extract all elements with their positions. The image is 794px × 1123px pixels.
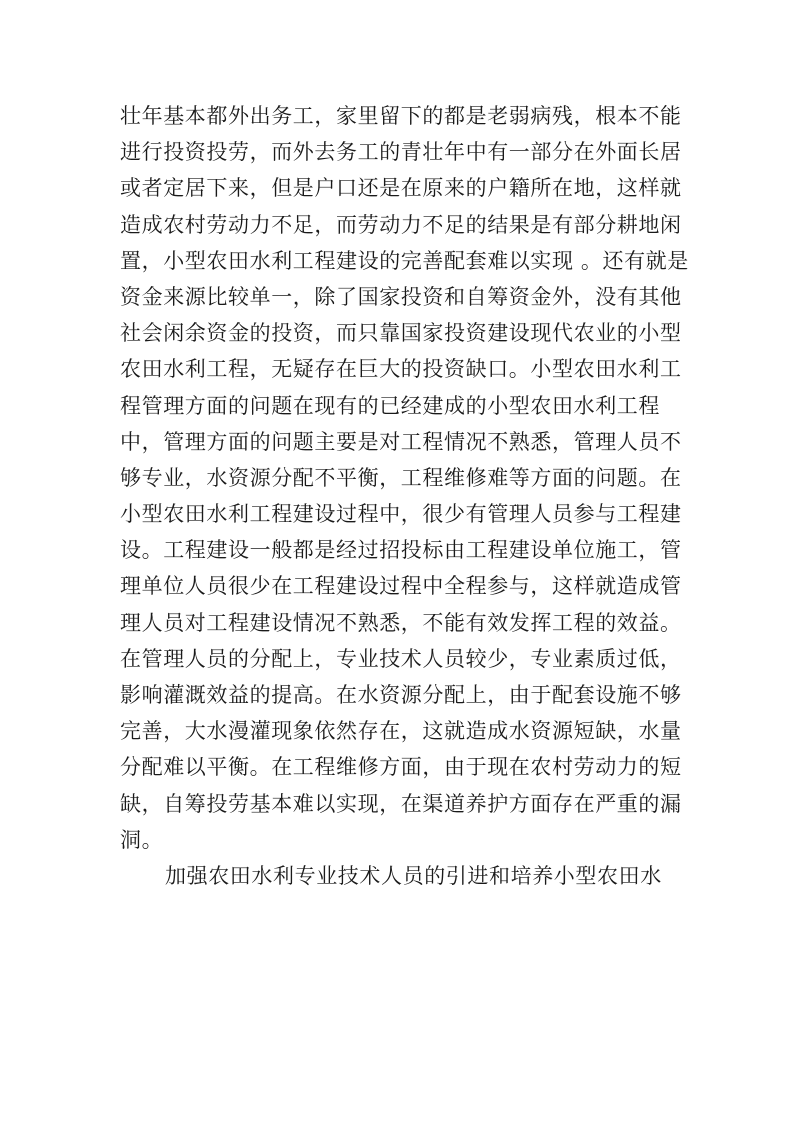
text-line: 或者定居下来，但是户口还是在原来的户籍所在地，这样就 — [120, 176, 682, 201]
paragraph-start-line: 加强农田水利专业技术人员的引进和培养小型农田水 — [165, 863, 662, 888]
body-text — [120, 98, 700, 894]
text-line: 影响灌溉效益的提高。在水资源分配上，由于配套设施不够 — [120, 683, 682, 707]
text-line: 置，小型农田水利工程建设的完善配套难以实现 。还有就是 — [120, 248, 689, 273]
text-line: 社会闲余资金的投资，而只靠国家投资建设现代农业的小型 — [120, 321, 682, 346]
text-line: 壮年基本都外出务工，家里留下的都是老弱病残，根本不能 — [120, 104, 682, 128]
text-line: 进行投资投劳，而外去务工的青壮年中有一部分在外面长居 — [120, 140, 682, 165]
text-line: 完善，大水漫灌现象依然存在，这就造成水资源短缺，水量 — [120, 719, 682, 744]
text-line: 设。工程建设一般都是经过招投标由工程建设单位施工，管 — [120, 538, 682, 563]
text-line: 造成农村劳动力不足，而劳动力不足的结果是有部分耕地闲 — [120, 212, 682, 237]
text-line: 理人员对工程建设情况不熟悉，不能有效发挥工程的效益。 — [120, 610, 682, 635]
text-line: 洞。 — [120, 827, 164, 852]
text-line: 中，管理方面的问题主要是对工程情况不熟悉，管理人员不 — [120, 429, 682, 454]
text-line: 在管理人员的分配上，专业技术人员较少，专业素质过低， — [120, 646, 682, 671]
text-line: 农田水利工程，无疑存在巨大的投资缺口。小型农田水利工 — [120, 357, 682, 382]
text-line: 资金来源比较单一，除了国家投资和自筹资金外，没有其他 — [120, 284, 682, 309]
text-line: 够专业，水资源分配不平衡，工程维修难等方面的问题。在 — [120, 465, 682, 490]
text-line: 分配难以平衡。在工程维修方面，由于现在农村劳动力的短 — [120, 755, 682, 780]
text-line: 小型农田水利工程建设过程中，很少有管理人员参与工程建 — [120, 502, 682, 527]
text-line: 缺，自筹投劳基本难以实现，在渠道养护方面存在严重的漏 — [120, 791, 682, 816]
text-line: 理单位人员很少在工程建设过程中全程参与，这样就造成管 — [120, 574, 682, 599]
text-line: 程管理方面的问题在现有的已经建成的小型农田水利工程 — [120, 393, 660, 418]
